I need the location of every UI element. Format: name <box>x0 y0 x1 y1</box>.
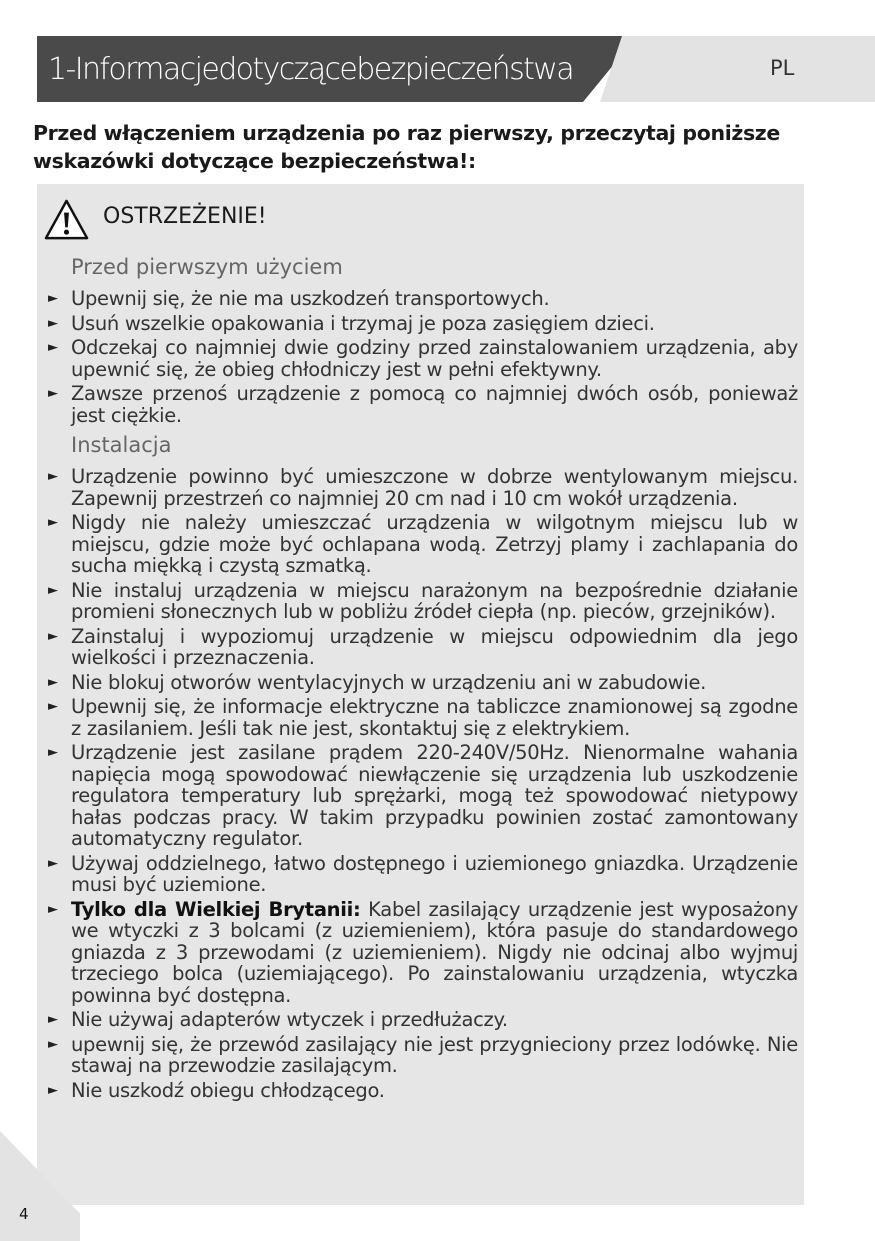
list-item: ► Nie uszkodź obiegu chłodzącego. <box>48 1080 798 1102</box>
list-item: ► Zawsze przenoś urządzenie z pomocą co najmniej dwóch osób, ponieważ jest ciężkie. <box>48 383 798 426</box>
section-heading-first-use: Przed pierwszym użyciem <box>71 255 343 279</box>
list-item: ► Odczekaj co najmniej dwie godziny przed zainstalowaniem urządzenia, aby upewnić się, że obieg chłodniczy jest w pełni efektywny. <box>48 337 798 380</box>
list-item: ► Usuń wszelkie opakowania i trzymaj je poza zasięgiem dzieci. <box>48 313 798 335</box>
list-item: ► Nigdy nie należy umieszczać urządzenia w wilgotnym miejscu lub w miejscu, gdzie może być ochlapana wodą. Zetrzyj plamy i zachlapania do sucha miękką i czystą szmatką. <box>48 512 798 577</box>
list-item: ► Nie blokuj otworów wentylacyjnych w urządzeniu ani w zabudowie. <box>48 672 798 694</box>
warning-content <box>48 252 798 1105</box>
list-item: ► Urządzenie powinno być umieszczone w dobrze wentylowanym miejscu. Zapewnij przestrzeń co najmniej 20 cm nad i 10 cm wokół urządzenia. <box>48 466 798 509</box>
list-item: ► Nie używaj adapterów wtyczek i przedłużaczy. <box>48 1009 798 1031</box>
header-right-band <box>600 36 875 102</box>
list-item: ► Nie instaluj urządzenia w miejscu narażonym na bezpośrednie działanie promieni słonecznych lub w pobliżu źródeł ciepła (np. pieców, grzejników). <box>48 580 798 623</box>
section-heading-installation: Instalacja <box>71 433 172 457</box>
list-item: ► upewnij się, że przewód zasilający nie jest przygnieciony przez lodówkę. Nie stawaj na przewodzie zasilającym. <box>48 1034 798 1077</box>
installation-list <box>48 466 798 1101</box>
warning-triangle-icon <box>43 197 90 242</box>
list-item: ► Upewnij się, że informacje elektryczne na tabliczce znamionowej są zgodne z zasilaniem. Jeśli tak nie jest, skontaktuj się z elektrykiem. <box>48 696 798 739</box>
list-item: ► Urządzenie jest zasilane prądem 220-240V/50Hz. Nienormalne wahania napięcia mogą spowodować niewłączenie się urządzenia lub uszkodzenie regulatora temperatury lub sprężarki, mogą też spowodować nietypowy hałas podczas pracy. W takim przypadku powinien zostać zamontowany automatyczny regulator. <box>48 742 798 850</box>
uk-text: Kabel zasilający urządzenie jest wyposażony we wtyczki z 3 bolcami (z uziemieniem), która pasuje do standardowego gniazda z 3 przewodami (z uziemieniem). Nigdy nie odcinaj albo wyjmuj trzeciego bolca (uziemiającego). Po zainstalowaniu urządzenia, wtyczka powinna być dostępna. <box>71 897 798 1007</box>
warning-title: OSTRZEŻENIE! <box>103 204 267 229</box>
intro-text: Przed włączeniem urządzenia po raz pierwszy, przeczytaj poniższe wskazówki dotyczące bezpieczeństwa!: <box>33 121 780 173</box>
list-item-uk <box>48 899 798 1007</box>
list-item: ► Zainstaluj i wypoziomuj urządzenie w miejscu odpowiednim dla jego wielkości i przeznaczenia. <box>48 626 798 669</box>
uk-label: Tylko dla Wielkiej Brytanii: <box>71 897 361 921</box>
list-item: ► Upewnij się, że nie ma uszkodzeń transportowych. <box>48 288 798 310</box>
language-code: PL <box>770 56 795 80</box>
first-use-list <box>48 288 798 426</box>
list-item: ► Używaj oddzielnego, łatwo dostępnego i uziemionego gniazdka. Urządzenie musi być uziemione. <box>48 853 798 896</box>
page-title: 1-Informacjedotyczącebezpieczeństwa <box>48 52 573 87</box>
page-number: 4 <box>19 1205 29 1223</box>
